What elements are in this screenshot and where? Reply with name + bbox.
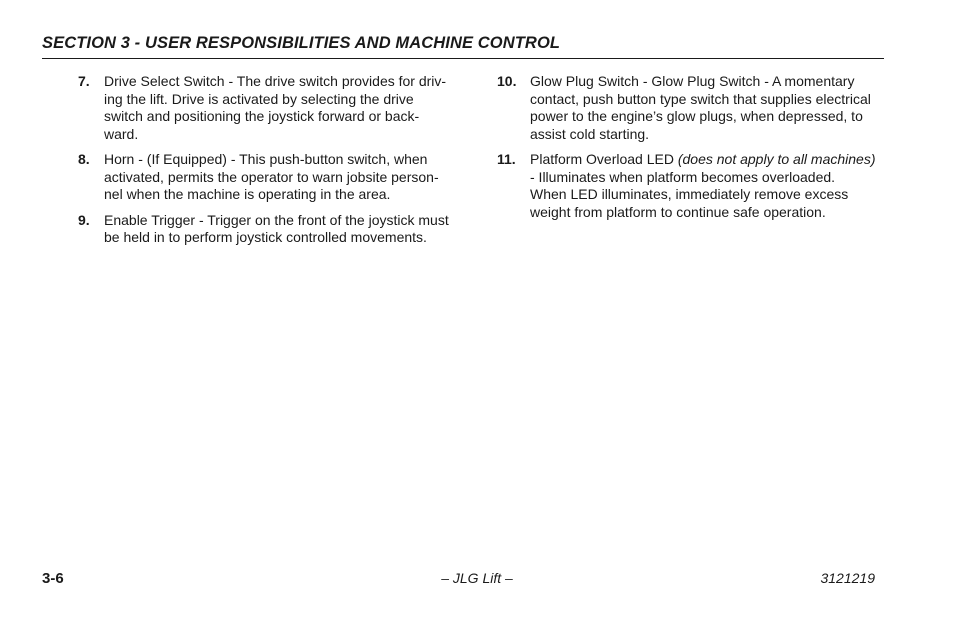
- item-number: 10.: [497, 73, 517, 89]
- item-text: [530, 73, 887, 143]
- document-number: 3121219: [820, 570, 875, 586]
- left-column: [78, 73, 458, 255]
- item-text-line: power to the engine’s glow plugs, when depressed, to: [530, 108, 863, 124]
- item-number: 9.: [78, 211, 90, 228]
- item-text-line: Glow Plug Switch - Glow Plug Switch - A momentary: [530, 73, 855, 89]
- right-column: [497, 73, 887, 229]
- list-item-10: [497, 73, 887, 143]
- list-item-11: [497, 151, 887, 221]
- item-text-plain: Platform Overload LED: [530, 151, 678, 167]
- item-text-line: ward.: [104, 125, 139, 142]
- item-text-line: contact, push button type switch that supplies electrical: [530, 90, 871, 107]
- item-number: 11.: [497, 151, 516, 167]
- header-divider: [42, 58, 884, 59]
- footer-title: – JLG Lift –: [441, 570, 513, 586]
- item-text-line: assist cold starting.: [530, 125, 650, 142]
- item-text-line: Horn - (If Equipped) - This push-button switch, when: [104, 151, 428, 167]
- list-item-8: [78, 151, 458, 204]
- item-text-line: Enable Trigger - Trigger on the front of the joystick must: [104, 211, 449, 228]
- item-text-italic-note: (does not apply to all machines): [677, 151, 876, 167]
- item-text-line: switch and positioning the joystick forward or back-: [104, 108, 420, 124]
- item-number: 8.: [78, 151, 90, 167]
- item-text-line: be held in to perform joystick controlled movements.: [104, 229, 427, 245]
- item-text: [104, 212, 458, 247]
- item-text-line: - Illuminates when platform becomes overloaded.: [530, 168, 836, 185]
- item-text-line: When LED illuminates, immediately remove excess: [530, 186, 849, 202]
- item-text-line: nel when the machine is operating in the area.: [104, 186, 391, 202]
- item-text: [104, 73, 458, 143]
- list-item-9: [78, 212, 458, 247]
- page-number: 3-6: [42, 570, 64, 587]
- item-text-line: weight from platform to continue safe operation.: [530, 203, 826, 220]
- item-text-line: activated, permits the operator to warn jobsite person-: [104, 168, 439, 185]
- item-text-line: [530, 151, 887, 169]
- list-item-7: [78, 73, 458, 143]
- item-text: [104, 151, 458, 204]
- section-title: SECTION 3 - USER RESPONSIBILITIES AND MACHINE CONTROL: [42, 34, 561, 52]
- item-number: 7.: [78, 73, 90, 89]
- item-text-line: Drive Select Switch - The drive switch provides for driv-: [104, 73, 447, 89]
- item-text-line: ing the lift. Drive is activated by selecting the drive: [104, 90, 414, 107]
- item-text: [530, 151, 887, 221]
